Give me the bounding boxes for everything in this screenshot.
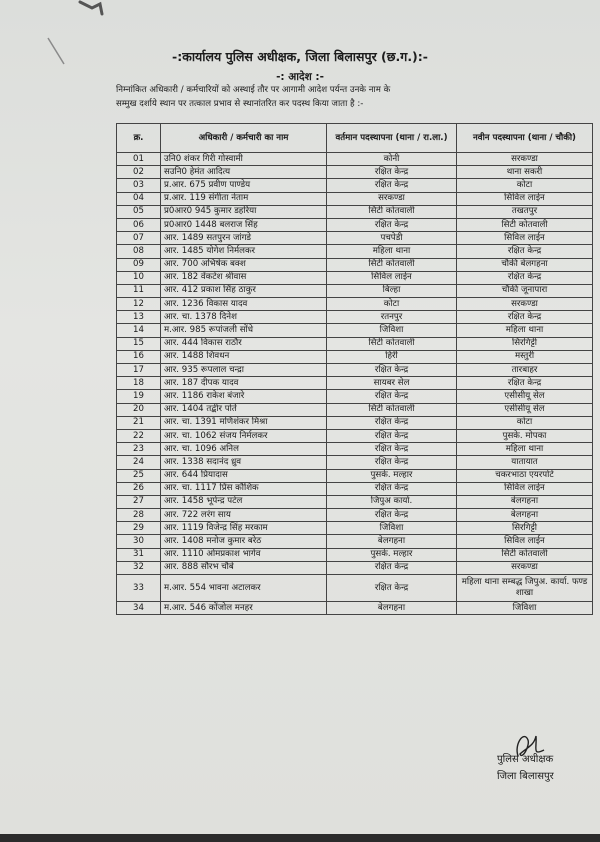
cell-name: प्र.आर. 675 प्रवीण पाण्डेय [161,179,327,192]
cell-name: आर. 1485 योगेश निर्मलकर [161,245,327,258]
cell-current-posting: जिविशा [327,522,457,535]
cell-name: आर. 700 अभिषेक बक्श [161,258,327,271]
cell-name: आर. 888 सौरभ चौबे [161,561,327,574]
cell-serial: 04 [117,192,161,205]
cell-name: आर. 1338 सदानंद ध्रुव [161,456,327,469]
cell-serial: 31 [117,548,161,561]
cell-new-posting: कोटा [457,179,593,192]
cell-serial: 05 [117,205,161,218]
table-row [117,232,593,245]
header-new-posting: नवीन पदस्थापना (थाना / चौकी) [457,124,593,153]
office-heading: -:कार्यालय पुलिस अधीक्षक, जिला बिलासपुर (छ.ग.):- [172,49,428,64]
intro-line-2: सम्मुख दर्शाये स्थान पर तत्काल प्रभाव से स्थानांतरित कर पदस्थ किया जाता है :- [116,99,364,109]
table-row [117,218,593,231]
cell-new-posting: चकरभाठा एयरपोर्ट [457,469,593,482]
intro-line-1: निम्नांकित अधिकारी / कर्मचारियों को अस्थाई तौर पर आगामी आदेश पर्यन्त उनके नाम के [116,85,391,95]
cell-new-posting: थाना सकरी [457,166,593,179]
cell-serial: 03 [117,179,161,192]
cell-new-posting: तखतपुर [457,205,593,218]
cell-new-posting: रक्षित केन्द्र [457,245,593,258]
cell-new-posting: सिविल लाईन [457,192,593,205]
cell-serial: 26 [117,482,161,495]
table-row [117,456,593,469]
cell-serial: 06 [117,218,161,231]
order-heading: -: आदेश :- [276,71,324,83]
cell-name: आर. चा. 1062 संजय निर्मलकर [161,429,327,442]
cell-current-posting: रक्षित केन्द्र [327,179,457,192]
cell-current-posting: रक्षित केन्द्र [327,509,457,522]
cell-new-posting: बेलगहना [457,495,593,508]
cell-current-posting: बेलगहना [327,602,457,615]
cell-new-posting: महिला थाना [457,324,593,337]
cell-new-posting: तारबाहर [457,364,593,377]
cell-current-posting: रक्षित केन्द्र [327,456,457,469]
cell-serial: 22 [117,429,161,442]
header-serial: क्र. [117,124,161,153]
cell-name: प्र.आर. 119 संगीता नेताम [161,192,327,205]
signatory-title: पुलिस अधीक्षक [497,754,554,765]
cell-serial: 34 [117,602,161,615]
table-row [117,192,593,205]
cell-new-posting: सिविल लाईन [457,482,593,495]
screen-bottom-bar [0,834,600,842]
cell-current-posting: सायबर सेल [327,377,457,390]
table-row [117,495,593,508]
cell-current-posting: पुसके. मल्हार [327,469,457,482]
table-row [117,443,593,456]
cell-name: म.आर. 985 रूपांजली सोंधे [161,324,327,337]
cell-name: आर. 1186 राकेश बंजारे [161,390,327,403]
cell-name: आर. 444 विकास राठौर [161,337,327,350]
cell-serial: 08 [117,245,161,258]
table-row [117,602,593,615]
cell-name: आर. 187 दीपक यादव [161,377,327,390]
table-row [117,390,593,403]
cell-current-posting: रक्षित केन्द्र [327,429,457,442]
cell-serial: 29 [117,522,161,535]
cell-name: आर. 1408 मनोज कुमार बरेठ [161,535,327,548]
cell-name: आर. 935 रूपलाल चन्द्रा [161,364,327,377]
cell-new-posting: रक्षित केन्द्र [457,271,593,284]
cell-current-posting: जिविशा [327,324,457,337]
cell-current-posting: हिर्री [327,350,457,363]
cell-serial: 10 [117,271,161,284]
table-row [117,350,593,363]
cell-current-posting: रक्षित केन्द्र [327,166,457,179]
table-row [117,258,593,271]
cell-serial: 23 [117,443,161,456]
cell-new-posting: पुसके. मोपका [457,429,593,442]
signatory-place: जिला बिलासपुर [497,771,554,782]
cell-new-posting: सरकण्डा [457,561,593,574]
cell-serial: 17 [117,364,161,377]
cell-name: आर. चा. 1117 प्रिंस कौशिक [161,482,327,495]
cell-serial: 25 [117,469,161,482]
cell-current-posting: महिला थाना [327,245,457,258]
table-row [117,166,593,179]
cell-serial: 18 [117,377,161,390]
cell-new-posting: सिरगिट्टी [457,522,593,535]
cell-new-posting: सरकण्डा [457,298,593,311]
cell-serial: 20 [117,403,161,416]
cell-current-posting: कोनी [327,153,457,166]
header-name: अधिकारी / कर्मचारी का नाम [161,124,327,153]
cell-current-posting: रक्षित केन्द्र [327,416,457,429]
cell-name: आर. 412 प्रकाश सिंह ठाकुर [161,284,327,297]
cell-serial: 24 [117,456,161,469]
cell-name: आर. 1489 सतपुरन जांगडे [161,232,327,245]
cell-serial: 19 [117,390,161,403]
cell-current-posting: सिटी कोतवाली [327,403,457,416]
table-body [117,153,593,615]
cell-new-posting: सिरगिट्टी [457,337,593,350]
table-row [117,469,593,482]
table-row [117,522,593,535]
cell-current-posting: सिटी कोतवाली [327,205,457,218]
corner-smudge-mark [78,0,104,16]
cell-current-posting: सिटी कोतवाली [327,258,457,271]
table-row [117,416,593,429]
cell-current-posting: रतनपुर [327,311,457,324]
transfer-table [116,123,593,615]
cell-new-posting: कोटा [457,416,593,429]
cell-serial: 07 [117,232,161,245]
cell-new-posting: रक्षित केन्द्र [457,377,593,390]
cell-new-posting: सिटी कोतवाली [457,548,593,561]
table-row [117,153,593,166]
cell-new-posting: बेलगहना [457,509,593,522]
cell-name: आर. चा. 1096 अनिल [161,443,327,456]
cell-current-posting: रक्षित केन्द्र [327,218,457,231]
cell-new-posting: सिविल लाईन [457,232,593,245]
cell-serial: 30 [117,535,161,548]
cell-new-posting: महिला थाना सम्बद्ध जिपुअ. कार्या. फण्ड शाखा [457,575,593,602]
table-header-row [117,124,593,153]
cell-name: आर. 722 लरंग साय [161,509,327,522]
table-row [117,535,593,548]
cell-current-posting: सिविल लाईन [327,271,457,284]
cell-serial: 01 [117,153,161,166]
cell-serial: 32 [117,561,161,574]
cell-current-posting: रक्षित केन्द्र [327,575,457,602]
cell-name: आर. 1119 विजेन्द्र सिंह मरकाम [161,522,327,535]
table-row [117,403,593,416]
cell-serial: 27 [117,495,161,508]
cell-new-posting: चौकी जूनापारा [457,284,593,297]
cell-new-posting: मस्तुरी [457,350,593,363]
cell-current-posting: रक्षित केन्द्र [327,364,457,377]
cell-current-posting: कोटा [327,298,457,311]
cell-name: प्र0आर0 1448 बलराज सिंह [161,218,327,231]
table-row [117,298,593,311]
table-row [117,271,593,284]
table-row [117,324,593,337]
cell-name: आर. 1488 शिवधन [161,350,327,363]
cell-name: आर. 182 वेंकटेश श्रीवास [161,271,327,284]
cell-name: आर. 644 प्रियादास [161,469,327,482]
cell-current-posting: पुसके. मल्हार [327,548,457,561]
cell-name: आर. 1110 ओमप्रकाश भार्गव [161,548,327,561]
cell-serial: 21 [117,416,161,429]
cell-current-posting: रक्षित केन्द्र [327,561,457,574]
table-row [117,482,593,495]
cell-serial: 13 [117,311,161,324]
cell-serial: 09 [117,258,161,271]
cell-name: उनि0 शंकर गिरी गोस्वामी [161,153,327,166]
table-row [117,548,593,561]
cell-current-posting: बिल्हा [327,284,457,297]
cell-name: म.आर. 546 कोंजोल मनहर [161,602,327,615]
cell-current-posting: पचपेडी [327,232,457,245]
table-row [117,377,593,390]
cell-serial: 14 [117,324,161,337]
table-row [117,245,593,258]
cell-current-posting: रक्षित केन्द्र [327,482,457,495]
cell-serial: 02 [117,166,161,179]
table-row [117,179,593,192]
cell-new-posting: महिला थाना [457,443,593,456]
cell-new-posting: सिविल लाईन [457,535,593,548]
cell-new-posting: सरकण्डा [457,153,593,166]
table-row [117,284,593,297]
cell-current-posting: रक्षित केन्द्र [327,443,457,456]
cell-new-posting: यातायात [457,456,593,469]
cell-serial: 33 [117,575,161,602]
cell-name: सउनि0 हेमंत आदित्य [161,166,327,179]
cell-current-posting: सिटी कोतवाली [327,337,457,350]
cell-new-posting: सिटी कोतवाली [457,218,593,231]
table-row [117,429,593,442]
cell-new-posting: रक्षित केन्द्र [457,311,593,324]
cell-new-posting: चौकी बेलगहना [457,258,593,271]
cell-name: आर. 1404 तद्बीर पोर्ते [161,403,327,416]
cell-new-posting: एसीसीयू सेल [457,403,593,416]
cell-name: प्र0आर0 945 कुमार डहरिया [161,205,327,218]
cell-name: आर. 1458 भूपेन्द्र पटेल [161,495,327,508]
cell-serial: 16 [117,350,161,363]
cell-current-posting: बेलगहना [327,535,457,548]
table-row [117,205,593,218]
table-row [117,364,593,377]
table-row [117,311,593,324]
cell-serial: 11 [117,284,161,297]
table-row [117,561,593,574]
cell-name: आर. चा. 1391 मणिशंकर मिश्रा [161,416,327,429]
cell-name: म.आर. 554 भावना अटालकर [161,575,327,602]
cell-serial: 12 [117,298,161,311]
cell-current-posting: सरकण्डा [327,192,457,205]
table-row [117,337,593,350]
cell-new-posting: जिविशा [457,602,593,615]
table-row [117,509,593,522]
cell-name: आर. 1236 विकास यादव [161,298,327,311]
cell-name: आर. चा. 1378 दिनेश [161,311,327,324]
cell-current-posting: जिपुअ कार्या. [327,495,457,508]
table-row [117,575,593,602]
cell-serial: 28 [117,509,161,522]
cell-serial: 15 [117,337,161,350]
cell-new-posting: एसीसीयू सेल [457,390,593,403]
cell-current-posting: रक्षित केन्द्र [327,390,457,403]
header-current-posting: वर्तमान पदस्थापना (थाना / रा.ला.) [327,124,457,153]
